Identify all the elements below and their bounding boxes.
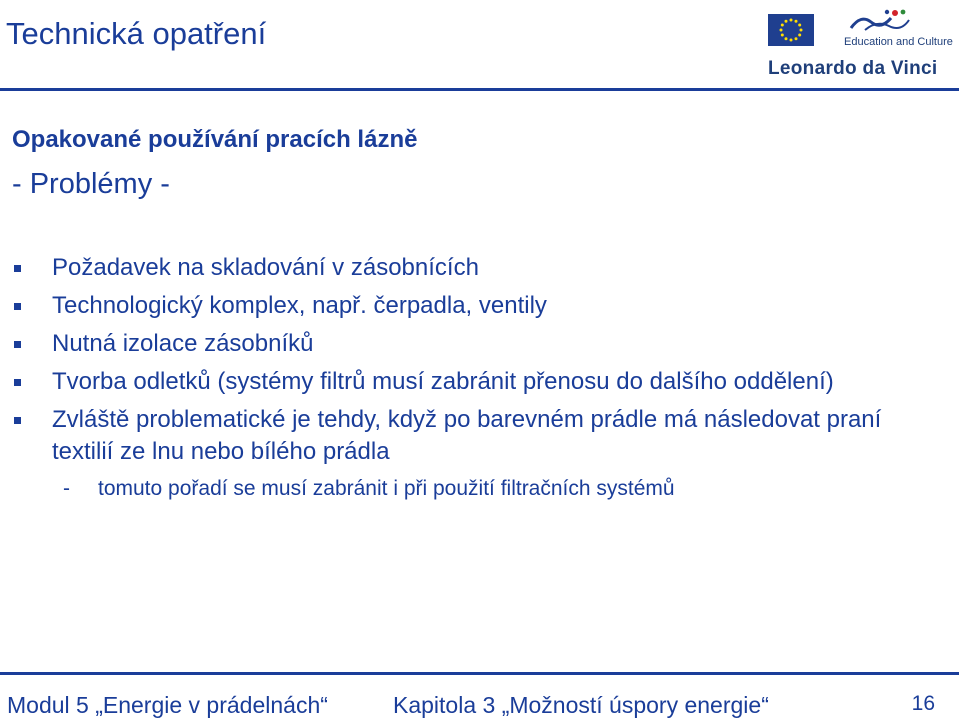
logo-leonardo-da-vinci: Leonardo da Vinci (768, 58, 938, 79)
bullet-square-icon (14, 265, 21, 272)
slide-subtitle-problems: - Problémy - (12, 168, 170, 200)
dash-marker: - (63, 477, 70, 500)
list-item (0, 252, 892, 284)
header-divider (0, 88, 959, 91)
footer-module: Modul 5 „Energie v prádelnách“ (7, 692, 328, 718)
list-item (0, 290, 892, 322)
bullet-square-icon (14, 417, 21, 424)
eu-flag-icon (768, 14, 814, 46)
list-item-text: Zvláště problematické je tehdy, když po barevném prádle má následovat praní textilií ze lnu nebo bílého prádla (52, 406, 882, 465)
logo-area (762, 6, 952, 86)
bullet-list (0, 252, 959, 504)
slide-title: Technická opatření (6, 16, 267, 51)
footer-divider (0, 672, 959, 675)
sub-list-item-text: tomuto pořadí se musí zabránit i při použití filtračních systémů (98, 477, 675, 500)
page-number: 16 (911, 692, 935, 715)
list-item-text: Technologický komplex, např. čerpadla, ventily (52, 292, 547, 319)
slide-subtitle: Opakované používání pracích lázně (12, 126, 418, 153)
footer-chapter: Kapitola 3 „Možností úspory energie“ (393, 692, 769, 718)
list-item-text: Tvorba odletků (systémy filtrů musí zabránit přenosu do dalšího oddělení) (52, 368, 834, 395)
list-item (0, 404, 892, 468)
bullet-square-icon (14, 379, 21, 386)
list-item-text: Požadavek na skladování v zásobnících (52, 254, 479, 281)
leonardo-da-vinci-logo-icon (847, 8, 911, 34)
bullet-square-icon (14, 341, 21, 348)
bullet-square-icon (14, 303, 21, 310)
sub-list-item (0, 474, 938, 504)
logo-education-culture: Education and Culture (844, 36, 953, 48)
list-item-text: Nutná izolace zásobníků (52, 330, 314, 357)
list-item (0, 366, 892, 398)
list-item (0, 328, 892, 360)
